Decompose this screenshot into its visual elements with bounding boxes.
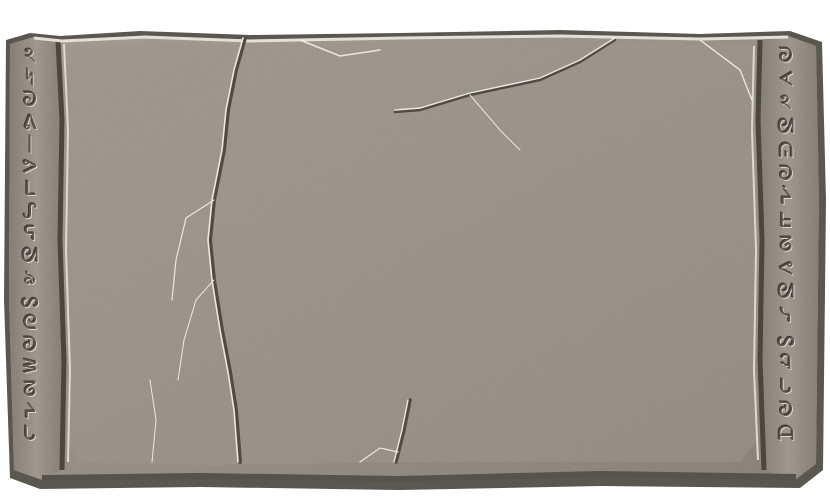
rune-glyph: ᔑ <box>22 198 38 223</box>
rune-glyph: ᕗ <box>22 154 38 179</box>
rune-glyph: ᛁ <box>24 131 36 156</box>
rune-glyph: ᘂ <box>780 373 792 398</box>
rune-glyph: ᘛ <box>777 279 795 304</box>
rune-glyph: ᘑ <box>22 332 38 357</box>
rune-glyph: ᖶ <box>780 208 792 233</box>
rune-glyph: ᔨ <box>23 398 37 423</box>
rune-glyph: ᗩ <box>777 421 795 445</box>
rune-glyph: ᘔ <box>23 376 37 401</box>
rune-glyph: ᘛ <box>21 243 39 268</box>
rune-glyph: ᘛ <box>777 113 795 138</box>
rune-glyph: ᘂ <box>24 420 36 445</box>
rune-glyph: ᕋ <box>23 220 37 245</box>
rune-glyph: ᘐ <box>778 161 794 186</box>
rune-glyph: ᘔ <box>779 232 793 256</box>
rune-glyph: ᔕ <box>777 326 795 351</box>
rune-glyph: Ꮈ <box>780 350 792 375</box>
rune-glyph: ᘒ <box>778 43 794 67</box>
rune-glyph: ᘐ <box>22 87 38 112</box>
rune-glyph: ᘑ <box>778 397 794 422</box>
left-rune-column <box>12 44 48 444</box>
rune-glyph: ঽ <box>24 43 36 67</box>
right-rune-column <box>766 44 806 444</box>
rune-glyph: ᗉ <box>778 66 794 91</box>
rune-glyph: ᕒ <box>22 354 38 379</box>
rune-glyph: ঽ <box>780 90 792 115</box>
rune-glyph: ᕙ <box>778 255 794 280</box>
rune-glyph: ᕬ <box>778 137 794 162</box>
rune-glyph: ᓭ <box>779 302 793 327</box>
rune-glyph: ᔩ <box>779 184 793 209</box>
rune-glyph: ᕕ <box>23 109 37 134</box>
rune-glyph: ঌ <box>23 265 37 290</box>
rune-glyph: ᒪ <box>24 176 36 201</box>
rune-glyph: ᘓ <box>22 309 38 334</box>
rune-glyph: ᔕ <box>21 287 39 312</box>
rune-glyph: ᛋ <box>24 65 36 90</box>
